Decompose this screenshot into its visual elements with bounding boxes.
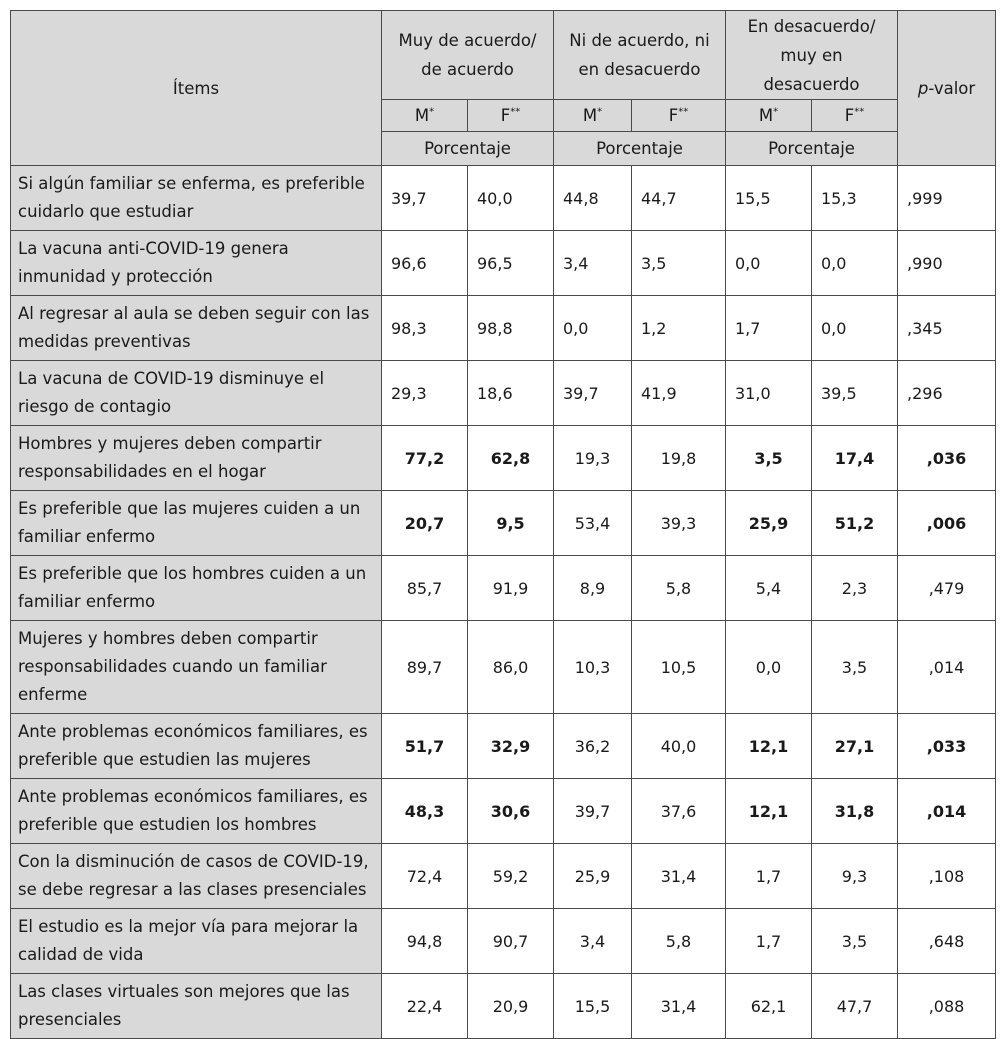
- header-p-value: p-valor: [898, 11, 996, 166]
- cell-ni-acuerdo-m: 3,4: [554, 909, 632, 974]
- cell-ni-acuerdo-m: 10,3: [554, 621, 632, 714]
- cell-desacuerdo-f: 3,5: [812, 621, 898, 714]
- cell-ni-acuerdo-m: 44,8: [554, 166, 632, 231]
- cell-p-valor: ,088: [898, 974, 996, 1039]
- cell-p-valor: ,036: [898, 426, 996, 491]
- cell-ni-acuerdo-m: 39,7: [554, 779, 632, 844]
- cell-desacuerdo-f: 2,3: [812, 556, 898, 621]
- row-item-label: Mujeres y hombres deben compartir responsabilidades cuando un familiar enferme: [11, 621, 382, 714]
- cell-p-valor: ,296: [898, 361, 996, 426]
- cell-p-valor: ,479: [898, 556, 996, 621]
- cell-desacuerdo-f: 17,4: [812, 426, 898, 491]
- table-row: [11, 231, 996, 296]
- cell-muy-acuerdo-m: 51,7: [382, 714, 468, 779]
- cell-ni-acuerdo-m: 15,5: [554, 974, 632, 1039]
- cell-ni-acuerdo-f: 44,7: [632, 166, 726, 231]
- cell-ni-acuerdo-f: 3,5: [632, 231, 726, 296]
- cell-desacuerdo-f: 0,0: [812, 296, 898, 361]
- cell-ni-acuerdo-m: 39,7: [554, 361, 632, 426]
- header-disagree: En desacuerdo/ muy en desacuerdo: [726, 11, 898, 100]
- cell-muy-acuerdo-m: 20,7: [382, 491, 468, 556]
- cell-muy-acuerdo-m: 98,3: [382, 296, 468, 361]
- cell-ni-acuerdo-m: 36,2: [554, 714, 632, 779]
- row-item-label: El estudio es la mejor vía para mejorar la calidad de vida: [11, 909, 382, 974]
- cell-muy-acuerdo-f: 40,0: [468, 166, 554, 231]
- cell-muy-acuerdo-m: 48,3: [382, 779, 468, 844]
- cell-muy-acuerdo-f: 62,8: [468, 426, 554, 491]
- cell-muy-acuerdo-f: 32,9: [468, 714, 554, 779]
- cell-desacuerdo-m: 1,7: [726, 844, 812, 909]
- row-item-label: Es preferible que las mujeres cuiden a un familiar enfermo: [11, 491, 382, 556]
- row-item-label: Las clases virtuales son mejores que las presenciales: [11, 974, 382, 1039]
- cell-muy-acuerdo-f: 90,7: [468, 909, 554, 974]
- cell-ni-acuerdo-f: 40,0: [632, 714, 726, 779]
- header-m: M*: [726, 100, 812, 132]
- header-items: Ítems: [11, 11, 382, 166]
- table-row: [11, 714, 996, 779]
- table-row: [11, 426, 996, 491]
- cell-muy-acuerdo-f: 9,5: [468, 491, 554, 556]
- cell-muy-acuerdo-m: 89,7: [382, 621, 468, 714]
- row-item-label: Ante problemas económicos familiares, es preferible que estudien los hombres: [11, 779, 382, 844]
- cell-desacuerdo-m: 5,4: [726, 556, 812, 621]
- cell-desacuerdo-f: 9,3: [812, 844, 898, 909]
- cell-muy-acuerdo-m: 39,7: [382, 166, 468, 231]
- header-m: M*: [554, 100, 632, 132]
- cell-ni-acuerdo-m: 3,4: [554, 231, 632, 296]
- cell-muy-acuerdo-m: 85,7: [382, 556, 468, 621]
- cell-ni-acuerdo-f: 31,4: [632, 844, 726, 909]
- table-row: [11, 296, 996, 361]
- cell-desacuerdo-m: 3,5: [726, 426, 812, 491]
- cell-p-valor: ,014: [898, 621, 996, 714]
- cell-ni-acuerdo-f: 37,6: [632, 779, 726, 844]
- header-m: M*: [382, 100, 468, 132]
- cell-desacuerdo-f: 47,7: [812, 974, 898, 1039]
- row-item-label: Al regresar al aula se deben seguir con las medidas preventivas: [11, 296, 382, 361]
- cell-desacuerdo-m: 1,7: [726, 909, 812, 974]
- row-item-label: Si algún familiar se enferma, es preferible cuidarlo que estudiar: [11, 166, 382, 231]
- header-percentage: Porcentaje: [726, 132, 898, 166]
- header-percentage: Porcentaje: [554, 132, 726, 166]
- cell-desacuerdo-m: 1,7: [726, 296, 812, 361]
- cell-ni-acuerdo-f: 41,9: [632, 361, 726, 426]
- cell-muy-acuerdo-m: 22,4: [382, 974, 468, 1039]
- cell-ni-acuerdo-f: 31,4: [632, 974, 726, 1039]
- cell-p-valor: ,033: [898, 714, 996, 779]
- cell-muy-acuerdo-m: 94,8: [382, 909, 468, 974]
- cell-ni-acuerdo-f: 10,5: [632, 621, 726, 714]
- header-f: F**: [812, 100, 898, 132]
- row-item-label: La vacuna de COVID-19 disminuye el riesgo de contagio: [11, 361, 382, 426]
- cell-desacuerdo-f: 39,5: [812, 361, 898, 426]
- table-row: [11, 779, 996, 844]
- cell-desacuerdo-f: 15,3: [812, 166, 898, 231]
- cell-p-valor: ,345: [898, 296, 996, 361]
- cell-ni-acuerdo-m: 53,4: [554, 491, 632, 556]
- cell-muy-acuerdo-m: 72,4: [382, 844, 468, 909]
- cell-muy-acuerdo-m: 77,2: [382, 426, 468, 491]
- table-row: [11, 974, 996, 1039]
- cell-ni-acuerdo-f: 5,8: [632, 556, 726, 621]
- row-item-label: Es preferible que los hombres cuiden a un familiar enfermo: [11, 556, 382, 621]
- cell-ni-acuerdo-f: 19,8: [632, 426, 726, 491]
- cell-desacuerdo-f: 3,5: [812, 909, 898, 974]
- cell-desacuerdo-f: 51,2: [812, 491, 898, 556]
- cell-desacuerdo-f: 31,8: [812, 779, 898, 844]
- cell-desacuerdo-f: 0,0: [812, 231, 898, 296]
- cell-desacuerdo-m: 0,0: [726, 621, 812, 714]
- cell-p-valor: ,648: [898, 909, 996, 974]
- table-row: [11, 909, 996, 974]
- header-f: F**: [632, 100, 726, 132]
- cell-desacuerdo-m: 31,0: [726, 361, 812, 426]
- table-row: [11, 491, 996, 556]
- cell-p-valor: ,999: [898, 166, 996, 231]
- cell-ni-acuerdo-m: 0,0: [554, 296, 632, 361]
- table-row: [11, 621, 996, 714]
- cell-ni-acuerdo-f: 5,8: [632, 909, 726, 974]
- cell-desacuerdo-f: 27,1: [812, 714, 898, 779]
- table-body: [11, 166, 996, 1039]
- cell-muy-acuerdo-f: 30,6: [468, 779, 554, 844]
- cell-desacuerdo-m: 12,1: [726, 714, 812, 779]
- cell-p-valor: ,108: [898, 844, 996, 909]
- cell-desacuerdo-m: 25,9: [726, 491, 812, 556]
- cell-muy-acuerdo-m: 96,6: [382, 231, 468, 296]
- cell-ni-acuerdo-m: 19,3: [554, 426, 632, 491]
- table-row: [11, 844, 996, 909]
- header-f: F**: [468, 100, 554, 132]
- table-row: [11, 556, 996, 621]
- table-row: [11, 361, 996, 426]
- cell-muy-acuerdo-f: 86,0: [468, 621, 554, 714]
- header-agree: Muy de acuerdo/ de acuerdo: [382, 11, 554, 100]
- cell-ni-acuerdo-m: 8,9: [554, 556, 632, 621]
- cell-ni-acuerdo-f: 39,3: [632, 491, 726, 556]
- row-item-label: Hombres y mujeres deben compartir responsabilidades en el hogar: [11, 426, 382, 491]
- cell-desacuerdo-m: 12,1: [726, 779, 812, 844]
- cell-p-valor: ,990: [898, 231, 996, 296]
- results-table: [10, 10, 996, 1039]
- row-item-label: Con la disminución de casos de COVID-19, se debe regresar a las clases presenciales: [11, 844, 382, 909]
- row-item-label: La vacuna anti-COVID-19 genera inmunidad y protección: [11, 231, 382, 296]
- table-row: [11, 166, 996, 231]
- header-percentage: Porcentaje: [382, 132, 554, 166]
- cell-muy-acuerdo-f: 20,9: [468, 974, 554, 1039]
- cell-ni-acuerdo-f: 1,2: [632, 296, 726, 361]
- cell-muy-acuerdo-f: 98,8: [468, 296, 554, 361]
- cell-muy-acuerdo-m: 29,3: [382, 361, 468, 426]
- cell-desacuerdo-m: 0,0: [726, 231, 812, 296]
- cell-desacuerdo-m: 62,1: [726, 974, 812, 1039]
- row-item-label: Ante problemas económicos familiares, es preferible que estudien las mujeres: [11, 714, 382, 779]
- cell-p-valor: ,006: [898, 491, 996, 556]
- header-neutral: Ni de acuerdo, ni en desacuerdo: [554, 11, 726, 100]
- cell-muy-acuerdo-f: 96,5: [468, 231, 554, 296]
- cell-desacuerdo-m: 15,5: [726, 166, 812, 231]
- cell-muy-acuerdo-f: 59,2: [468, 844, 554, 909]
- cell-muy-acuerdo-f: 91,9: [468, 556, 554, 621]
- cell-muy-acuerdo-f: 18,6: [468, 361, 554, 426]
- cell-ni-acuerdo-m: 25,9: [554, 844, 632, 909]
- cell-p-valor: ,014: [898, 779, 996, 844]
